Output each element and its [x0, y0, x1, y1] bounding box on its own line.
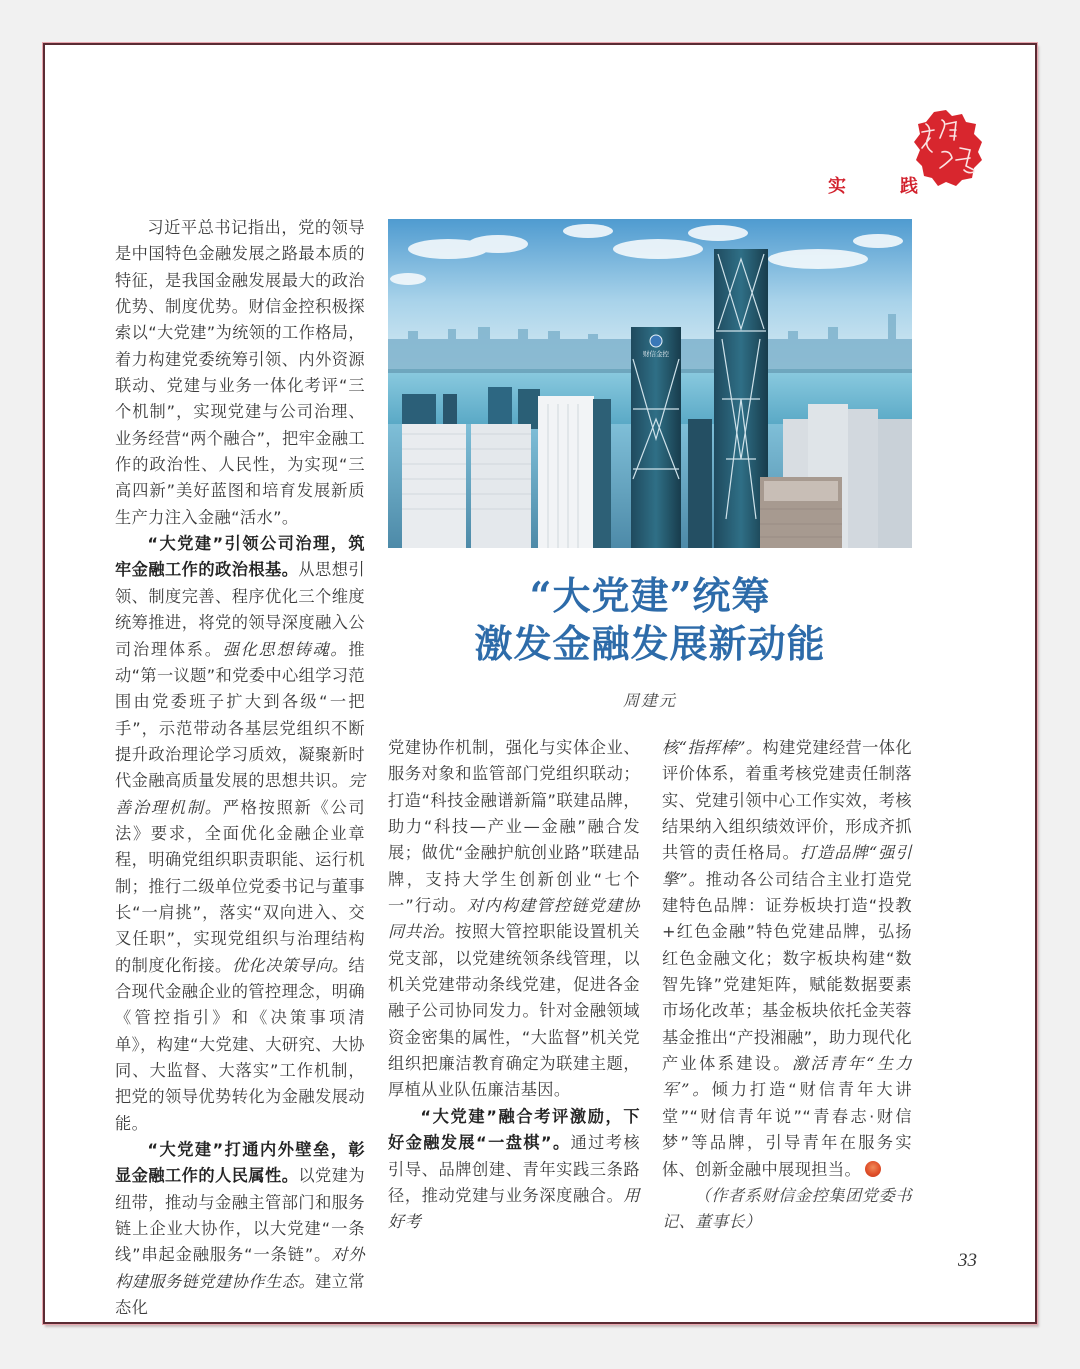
cityscape-photo [388, 219, 912, 548]
cityscape-illustration [388, 219, 912, 548]
paragraph-heading: “大党建”打通内外壁垒，彰显金融工作的人民属性。 [115, 1140, 365, 1186]
end-of-article-icon [865, 1161, 881, 1177]
paragraph: 党建协作机制，强化与实体企业、服务对象和监管部门党组织联动；打造“科技金融谱新篇”联建品牌，助力“科技—产业—金融”融合发展；做优“金融护航创业路”联建品牌，支持大学生创新创业“七个一”行动。对内构建管控链党建协同共治。按照大管控职能设置机关党支部，以党建统领条线管理，以机关党建带动条线党建，促进各金融子公司协同发力。针对金融领域资金密集的属性，“大监督”机关党组织把廉洁教育确定为联建主题，厚植从业队伍廉洁基因。 [388, 738, 640, 1100]
author-note: （作者系财信金控集团党委书记、董事长） [662, 1185, 912, 1232]
paragraph: “大党建”融合考评激励，下好金融发展“一盘棋”。通过考核引导、品牌创建、青年实践三条路径，推动党建与业务深度融合。用好考 [388, 1106, 640, 1232]
subheading: 核“指挥棒”。 [662, 738, 763, 757]
paragraph: “大党建”打通内外壁垒，彰显金融工作的人民属性。以党建为纽带，推动与金融主管部门和服务链上企业大协作，以大党建“一条线”串起金融服务“一条链”。对外构建服务链党建协作生态。建立常态化 [115, 1140, 365, 1318]
subheading: 完善治理机制。 [115, 771, 365, 817]
section-tag-char: 践 [900, 176, 918, 197]
article-title-line-1: “大党建”统筹 [529, 573, 771, 618]
subheading: 用好考 [388, 1185, 640, 1232]
paragraph: 核“指挥棒”。构建党建经营一体化评价体系，着重考核党建责任制落实、党建引领中心工作实效，考核结果纳入组织绩效评价，形成齐抓共管的责任格局。打造品牌“强引擎”。推动各公司结合主业打造党建特色品牌：证券板块打造“投教+红色金融”特色党建品牌，弘扬红色金融文化；数字板块构建“数智先锋”党建矩阵，赋能数据要素市场化改革；基金板块依托金芙蓉基金推出“产投湘融”，助力现代化产业体系建设。激活青年“生力军”。倾力打造“财信青年大讲堂”“财信青年说”“青春志·财信梦”等品牌，引导青年在服务实体、创新金融中展现担当。 [662, 738, 913, 1179]
text-column-1 [115, 215, 365, 1321]
subheading: 激活青年“生力军”。 [662, 1054, 912, 1100]
author-name: 周建元 [622, 691, 677, 710]
article-title-line-2: 激发金融发展新动能 [474, 621, 826, 666]
text-column-3 [662, 735, 912, 1236]
subheading: 对内构建管控链党建协同共治。 [388, 896, 640, 942]
section-tag-char: 实 [828, 176, 846, 197]
subheading: 打造品牌“强引擎”。 [662, 843, 913, 889]
subheading: 优化决策导向。 [231, 955, 349, 975]
subheading: 强化思想铸魂。 [222, 639, 349, 659]
paragraph-heading: “大党建”融合考评激励，下好金融发展“一盘棋”。 [388, 1106, 640, 1153]
paragraph: 习近平总书记指出，党的领导是中国特色金融发展之路最本质的特征，是我国金融发展最大的政治优势、制度优势。财信金控积极探索以“大党建”为统领的工作格局，着力构建党委统筹引领、内外资源联动、党建与业务一体化考评“三个机制”，实现党建与公司治理、业务经营“两个融合”，把牢金融工作的政治性、人民性，为实现“三高四新”美好蓝图和培育发展新质生产力注入金融“活水”。 [115, 218, 365, 527]
text-column-2 [388, 735, 640, 1236]
paragraph-heading: “大党建”引领公司治理，筑牢金融工作的政治根基。 [115, 534, 365, 580]
page-number: 33 [958, 1250, 977, 1271]
subheading: 对外构建服务链党建协作生态。 [115, 1245, 365, 1291]
building-sign: 财信金控 [643, 350, 669, 358]
section-tag [828, 172, 918, 196]
paragraph: “大党建”引领公司治理，筑牢金融工作的政治根基。从思想引领、制度完善、程序优化三个维度统筹推进，将党的领导深度融入公司治理体系。强化思想铸魂。推动“第一议题”和党委中心组学习范围由党委班子扩大到各级“一把手”，示范带动各基层党组织不断提升政治理论学习质效，凝聚新时代金融高质量发展的思想共识。完善治理机制。严格按照新《公司法》要求，全面优化金融企业章程，明确党组织职责职能、运行机制；推行二级单位党委书记与董事长“一肩挑”，落实“双向进入、交叉任职”，实现党组织与治理结构的制度化衔接。优化决策导向。结合现代金融企业的管控理念，明确《管控指引》和《决策事项清单》，构建“大党建、大研究、大协同、大监督、大落实”工作机制，把党的领导优势转化为金融发展动能。 [115, 534, 365, 1133]
xinxiang-pinglun-logo-icon [912, 108, 984, 188]
